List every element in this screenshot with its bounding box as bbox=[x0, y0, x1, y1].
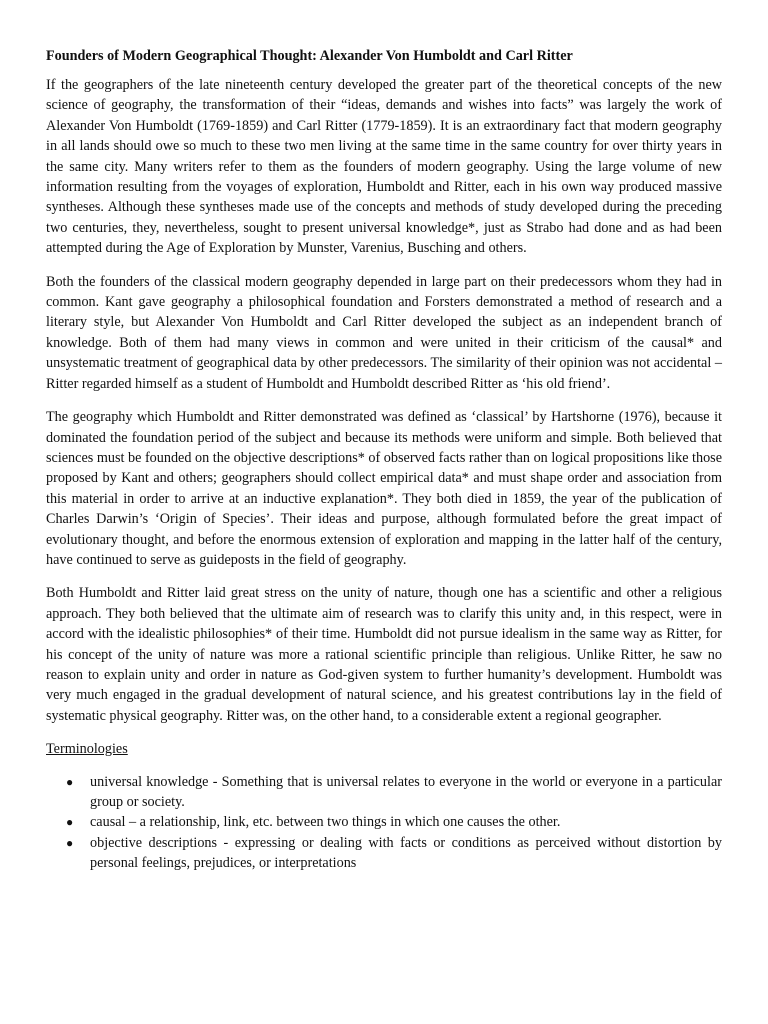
paragraph-2: Both the founders of the classical modern geography depended in large part on their predecessors whom they had in common. Kant gave geography a philosophical foundation and Forsters demonstrated a method of research and a literary style, but Alexander Von Humboldt and Carl Ritter developed the subject as an independent branch of knowledge. Both of them had many views in common and were united in their criticism of the causal* and unsystematic treatment of geographical data by other predecessors. The similarity of their opinion was not accidental – Ritter regarded himself as a student of Humboldt and Humboldt described Ritter as ‘his old friend’. bbox=[46, 273, 722, 392]
document-title: Founders of Modern Geographical Thought: Alexander Von Humboldt and Carl Ritter bbox=[46, 48, 573, 64]
bullet-icon: ● bbox=[66, 774, 74, 789]
bullet-icon: ● bbox=[66, 815, 74, 830]
list-item bbox=[46, 812, 722, 832]
list-item bbox=[46, 833, 722, 874]
paragraph-4: Both Humboldt and Ritter laid great stress on the unity of nature, though one has a scientific and other a religious approach. They both believed that the ultimate aim of research was to clarify this unity and, in this respect, were in accord with the idealistic philosophies* of their time. Humboldt did not pursue idealism in the same way as Ritter, for his concept of the unity of nature was more a rational scientific principle than religious. Unlike Ritter, he saw no reason to explain unity and order in nature as God-given system to further humanity’s development. Humboldt was very much engaged in the gradual development of natural science, and his greatest contributions lay in the field of systematic physical geography. Ritter was, on the other hand, to a considerable extent a regional geographer. bbox=[46, 585, 722, 724]
bullet-icon: ● bbox=[66, 835, 74, 850]
paragraph-1: If the geographers of the late nineteenth century developed the greater part of the theoretical concepts of the new science of geography, the transformation of their “ideas, demands and wishes into facts” was largely the work of Alexander Von Humboldt (1769-1859) and Carl Ritter (1779-1859). It is an extraordinary fact that modern geography in all lands should owe so much to these two men living at the same time in the same country for over thirty years in the same city. Many writers refer to them as the founders of modern geography. Using the large volume of new information resulting from the voyages of exploration, Humboldt and Ritter, each in his own way produced massive syntheses. Although these syntheses made use of the concepts and methods of study developed during the preceding two centuries, they, nevertheless, sought to present universal knowledge*, just as Strabo had done and as had been attempted during the Age of Exploration by Munster, Varenius, Busching and others. bbox=[46, 77, 722, 257]
term-text: universal knowledge - Something that is universal relates to everyone in the world or everyone in a particular group or society. bbox=[90, 773, 722, 810]
paragraph-3: The geography which Humboldt and Ritter demonstrated was defined as ‘classical’ by Hartshorne (1976), because it dominated the foundation period of the subject and because its methods were uniform and simple. Both believed that sciences must be founded on the objective descriptions* of observed facts rather than on logical propositions like those proposed by Kant and others; geographers should collect empirical data* and must shape order and association from this material in order to arrive at an inductive explanation*. They both died in 1859, the year of the publication of Charles Darwin’s ‘Origin of Species’. Their ideas and purpose, although formulated before the great impact of evolutionary thought, and before the enormous extension of exploration and mapping in the latter half of the century, have continued to serve as guideposts in the field of geography. bbox=[46, 409, 722, 568]
list-item bbox=[46, 772, 722, 813]
term-text: causal – a relationship, link, etc. between two things in which one causes the other. bbox=[90, 814, 561, 831]
term-text: objective descriptions - expressing or dealing with facts or conditions as perceived without distortion by personal feelings, prejudices, or interpretations bbox=[90, 834, 722, 872]
terminology-list bbox=[46, 772, 722, 874]
document-page bbox=[46, 0, 722, 874]
terminologies-heading: Terminologies bbox=[46, 741, 128, 758]
